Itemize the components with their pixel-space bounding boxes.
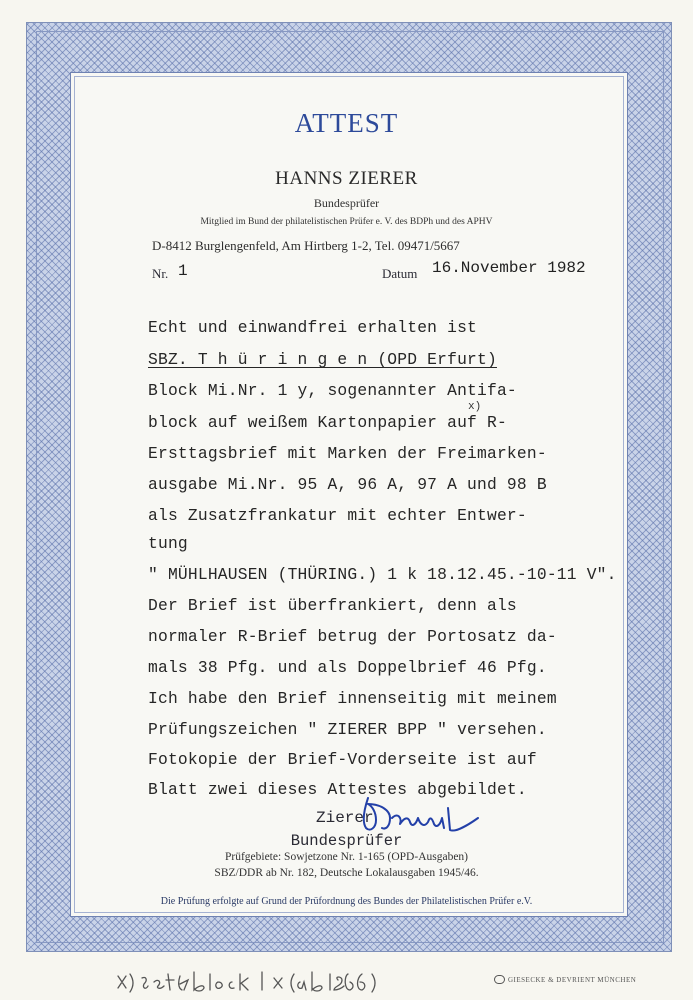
examiner-role: Bundesprüfer	[313, 196, 380, 210]
body-line-5: Ersttagsbrief mit Marken der Freimarken-	[148, 444, 547, 463]
scope-line-1: Prüfgebiete: Sowjetzone Nr. 1-165 (OPD-Ausgaben)	[224, 851, 469, 863]
address-line: D-8412 Burglengenfeld, Am Hirtberg 1-2, Tel. 09471/5667	[152, 238, 460, 253]
body-line-10: Der Brief ist überfrankiert, denn als	[148, 596, 517, 615]
body-line-12: mals 38 Pfg. und als Doppelbrief 46 Pfg.	[148, 658, 547, 677]
scope-line-2: SBZ/DDR ab Nr. 182, Deutsche Lokalausgaben 1945/46.	[214, 867, 479, 879]
body-line-7: als Zusatzfrankatur mit echter Entwer-	[148, 506, 527, 525]
printer-logo-icon	[494, 975, 505, 984]
body-line-16: Blatt zwei dieses Attestes abgebildet.	[148, 780, 527, 799]
body-line-6: ausgabe Mi.Nr. 95 A, 96 A, 97 A und 98 B	[148, 475, 547, 494]
body-line-15: Fotokopie der Brief-Vorderseite ist auf	[148, 750, 537, 769]
body-line-3: Block Mi.Nr. 1 y, sogenannter Antifa-	[148, 381, 517, 400]
annotation-mark: x)	[468, 401, 482, 413]
number-value: 1	[178, 262, 188, 280]
certificate-title: ATTEST	[294, 108, 399, 138]
body-line-4: block auf weißem Kartonpapier auf R-	[148, 413, 507, 432]
date-value: 16.November 1982	[432, 259, 586, 277]
signatory-name: Zierer	[316, 809, 374, 827]
body-line-13: Ich habe den Brief innenseitig mit meinem	[148, 689, 557, 708]
body-line-2: SBZ. T h ü r i n g e n (OPD Erfurt)	[148, 350, 497, 369]
membership-line: Mitglied im Bund der philatelistischen Prüfer e. V. des BDPh und des APHV	[200, 217, 493, 227]
signatory-role: Bundesprüfer	[290, 832, 403, 850]
body-line-9: " MÜHLHAUSEN (THÜRING.) 1 k 18.12.45.-10-11 V".	[148, 565, 617, 584]
body-line-11: normaler R-Brief betrug der Portosatz da-	[148, 627, 557, 646]
body-line-8: tung	[148, 534, 188, 553]
footer-text: Die Prüfung erfolgte auf Grund der Prüfordnung des Bundes der Philatelistischen Prüfer e.V.	[160, 896, 533, 907]
body-line-1: Echt und einwandfrei erhalten ist	[148, 318, 478, 337]
handwritten-note	[112, 966, 402, 994]
examiner-name: HANNS ZIERER	[275, 168, 418, 189]
date-label: Datum	[382, 266, 418, 281]
printer-mark: GIESECKE & DEVRIENT MÜNCHEN	[508, 976, 637, 984]
body-line-14: Prüfungszeichen " ZIERER BPP " versehen.	[148, 720, 547, 739]
number-label: Nr.	[152, 266, 169, 281]
